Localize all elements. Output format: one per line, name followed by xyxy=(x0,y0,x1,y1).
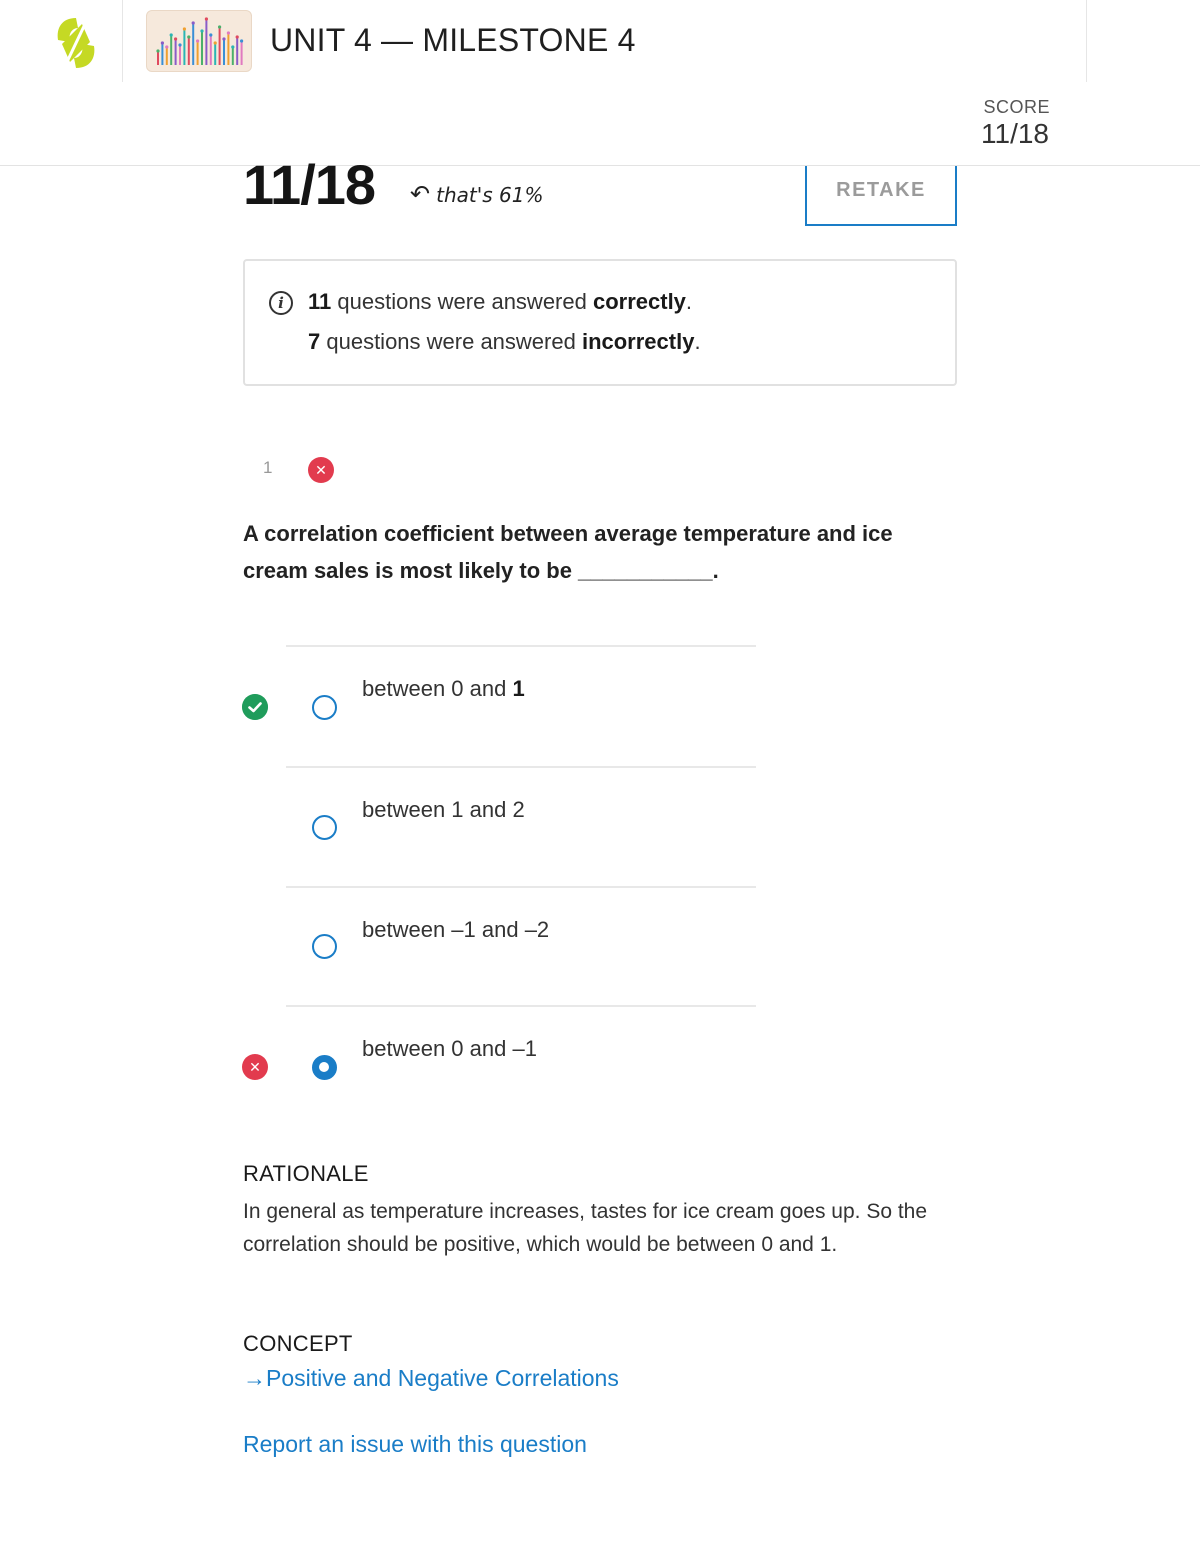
bar-chart-thumbnail xyxy=(146,10,252,72)
thumbnail-dot xyxy=(170,33,173,36)
summary-correct: 11 questions were answered correctly. xyxy=(308,289,693,314)
thumbnail-dot xyxy=(222,37,225,40)
correct-check-icon xyxy=(242,694,268,720)
answer-option-2[interactable]: between 1 and 2 xyxy=(362,797,525,822)
thumbnail-bar xyxy=(201,31,203,65)
thumbnail-dot xyxy=(165,45,168,48)
thumbnail-dot xyxy=(209,33,212,36)
thumbnail-bar xyxy=(236,37,238,65)
thumbnail-bar xyxy=(219,27,221,65)
incorrect-answer-icon: ✕ xyxy=(242,1054,268,1080)
thumbnail-bar xyxy=(232,47,234,65)
thumbnail-dot xyxy=(156,49,159,52)
answer-divider xyxy=(286,886,756,888)
big-score: 11/18 xyxy=(243,153,376,216)
answer-option-4[interactable]: between 0 and –1 xyxy=(362,1036,537,1061)
thumbnail-dot xyxy=(214,41,217,44)
answer-radio-3[interactable] xyxy=(312,934,337,959)
header-divider xyxy=(122,0,123,82)
thumbnail-bar xyxy=(166,47,168,65)
thumbnail-bar xyxy=(241,41,243,65)
percent-note xyxy=(410,180,543,208)
question-number: 1 xyxy=(263,458,273,477)
concept-link[interactable]: →Positive and Negative Correlations xyxy=(243,1365,619,1391)
thumbnail-bar xyxy=(179,45,181,65)
arrow-right-icon: → xyxy=(243,1365,266,1391)
answer-divider xyxy=(286,1005,756,1007)
answer-radio-1[interactable] xyxy=(312,695,337,720)
thumbnail-dot xyxy=(205,17,208,20)
sophia-logo-icon[interactable] xyxy=(52,16,100,70)
thumbnail-dot xyxy=(240,39,243,42)
answer-radio-4-selected[interactable] xyxy=(312,1055,337,1080)
thumbnail-bar xyxy=(223,39,225,65)
score-label: SCORE xyxy=(983,97,1050,117)
thumbnail-bar xyxy=(210,35,212,65)
answer-radio-2[interactable] xyxy=(312,815,337,840)
info-icon: i xyxy=(269,291,293,315)
thumbnail-bar xyxy=(227,33,229,65)
thumbnail-bar xyxy=(175,39,177,65)
thumbnail-dot xyxy=(196,39,199,42)
concept-title: CONCEPT xyxy=(243,1331,353,1356)
answer-option-1[interactable]: between 0 and 1 xyxy=(362,676,525,701)
thumbnail-bar xyxy=(188,37,190,65)
question-prompt: A correlation coefficient between average temperature and ice cream sales is most likely to be ___________. xyxy=(243,521,893,583)
thumbnail-bar xyxy=(214,43,216,65)
thumbnail-bar xyxy=(192,23,194,65)
thumbnail-dot xyxy=(174,37,177,40)
top-header xyxy=(0,0,1200,166)
percent-note-text: that's 61% xyxy=(436,183,544,207)
curved-arrow-icon: ↶ xyxy=(410,180,431,208)
thumbnail-dot xyxy=(231,45,234,48)
thumbnail-bar xyxy=(161,43,163,65)
header-divider-right xyxy=(1086,0,1087,82)
score-value: 11/18 xyxy=(981,118,1049,149)
rationale-text: In general as temperature increases, tastes for ice cream goes up. So the correlation should be positive, which would be between 0 and 1. xyxy=(243,1200,928,1256)
thumbnail-bar xyxy=(157,51,159,65)
thumbnail-bar xyxy=(183,29,185,65)
thumbnail-dot xyxy=(178,43,181,46)
thumbnail-dot xyxy=(200,29,203,32)
report-issue-link[interactable]: Report an issue with this question xyxy=(243,1431,587,1457)
thumbnail-bar xyxy=(197,41,199,65)
thumbnail-dot xyxy=(227,31,230,34)
thumbnail-dot xyxy=(187,35,190,38)
results-summary xyxy=(243,259,957,386)
thumbnail-bar xyxy=(205,19,207,65)
answer-divider xyxy=(286,766,756,768)
thumbnail-dot xyxy=(236,35,239,38)
unit-title: UNIT 4 — MILESTONE 4 xyxy=(270,22,636,58)
answer-option-3[interactable]: between –1 and –2 xyxy=(362,917,550,942)
retake-button[interactable]: RETAKE xyxy=(805,166,957,226)
summary-incorrect: 7 questions were answered incorrectly. xyxy=(308,329,701,354)
thumbnail-dot xyxy=(192,21,195,24)
answer-divider xyxy=(286,645,756,647)
thumbnail-bar xyxy=(170,35,172,65)
thumbnail-dot xyxy=(161,41,164,44)
rationale-title: RATIONALE xyxy=(243,1161,369,1186)
thumbnail-dot xyxy=(218,25,221,28)
incorrect-status-icon: ✕ xyxy=(308,457,334,483)
thumbnail-dot xyxy=(183,27,186,30)
